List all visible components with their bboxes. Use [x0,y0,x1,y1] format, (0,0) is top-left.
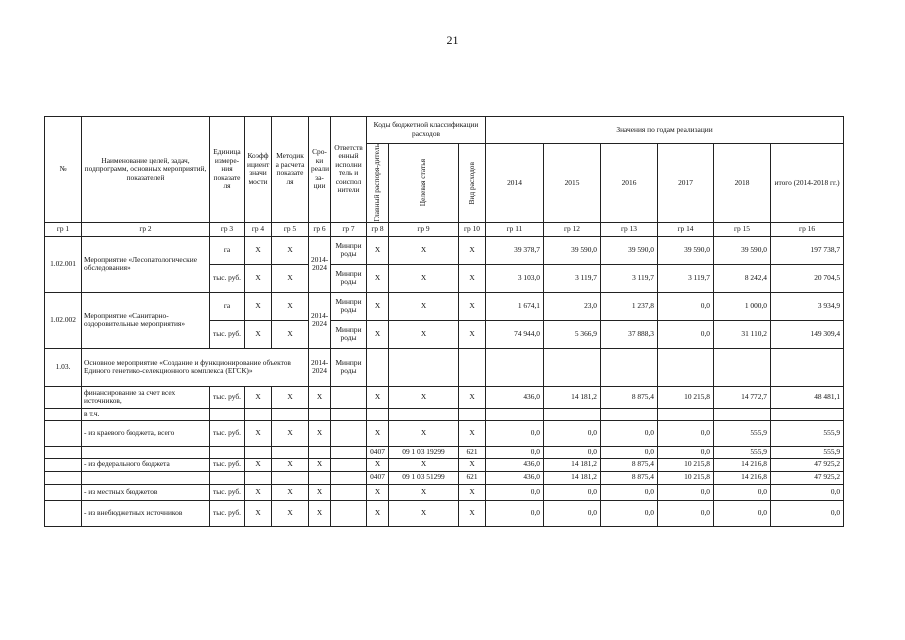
responsible-cell [331,500,367,526]
row-number [45,458,82,471]
value-2017: 3 119,7 [658,264,714,292]
term-cell [309,446,331,458]
method-cell: Х [272,292,309,320]
value-2014: 0,0 [486,446,544,458]
coef-cell [245,471,272,484]
value-2014: 436,0 [486,458,544,471]
value-2015: 23,0 [544,292,601,320]
unit-cell [210,471,245,484]
empty-cell [771,408,844,420]
term-cell: Х [309,500,331,526]
table-row [45,408,844,420]
responsible-cell [331,484,367,500]
coef-cell: Х [245,264,272,292]
row-title: финансирование за счет всех источников, [82,386,210,408]
value-2014: 0,0 [486,500,544,526]
table-row [45,471,844,484]
row-number [45,484,82,500]
coef-cell: Х [245,420,272,446]
value-total: 3 934,9 [771,292,844,320]
method-cell: Х [272,236,309,264]
value-2018: 0,0 [714,500,771,526]
budget-table [44,116,844,527]
unit-cell: тыс. руб. [210,264,245,292]
coef-cell [245,446,272,458]
value-2017: 10 215,8 [658,458,714,471]
unit-cell [210,446,245,458]
gr-6: гр 6 [309,222,331,236]
code-main-cell: Х [367,420,389,446]
empty-cell [714,408,771,420]
value-2018: 0,0 [714,484,771,500]
header-method: Методик а расчета показате ля [272,117,309,223]
value-2015: 14 181,2 [544,471,601,484]
header-terms: Сро-ки реали за-ции [309,117,331,223]
gr-11: гр 11 [486,222,544,236]
value-2015: 0,0 [544,420,601,446]
table-row [45,292,844,320]
empty-cell [601,408,658,420]
empty-cell [389,408,459,420]
row-number [45,471,82,484]
value-2015: 0,0 [544,446,601,458]
gr-5: гр 5 [272,222,309,236]
code-type-cell: 621 [459,446,486,458]
responsible-cell [331,386,367,408]
value-total: 197 738,7 [771,236,844,264]
value-2016: 37 888,3 [601,320,658,348]
row-title [82,471,210,484]
header-unit: Единица измере-ния показате ля [210,117,245,223]
unit-cell: тыс. руб. [210,484,245,500]
row-title [82,446,210,458]
table-row [45,386,844,408]
unit-cell: тыс. руб. [210,500,245,526]
value-2014: 436,0 [486,471,544,484]
gr-12: гр 12 [544,222,601,236]
value-2017: 10 215,8 [658,471,714,484]
value-2016: 8 875,4 [601,458,658,471]
code-target-cell: Х [389,500,459,526]
value-2018: 39 590,0 [714,236,771,264]
value-2015: 14 181,2 [544,386,601,408]
code-type-cell: Х [459,264,486,292]
empty-cell [210,408,245,420]
value-2016: 8 875,4 [601,471,658,484]
header-values: Значения по годам реализации [486,117,844,144]
empty-cell [309,408,331,420]
header-row-1 [45,117,844,144]
value-total: 555,9 [771,446,844,458]
value-2014: 0,0 [486,420,544,446]
value-2017: 0,0 [658,292,714,320]
term-cell: 2014-2024 [309,236,331,292]
coef-cell: Х [245,484,272,500]
method-cell: Х [272,484,309,500]
value-total: 48 481,1 [771,386,844,408]
value-2016: 0,0 [601,420,658,446]
header-coef: Коэфф ициент значи мости [245,117,272,223]
value-2015: 3 119,7 [544,264,601,292]
table-row [45,484,844,500]
row-title: - из краевого бюджета, всего [82,420,210,446]
unit-cell: тыс. руб. [210,420,245,446]
code-main-cell: Х [367,500,389,526]
row-number [45,446,82,458]
code-target-cell: 09 1 03 19299 [389,446,459,458]
row-title: Мероприятие «Лесопатологические обследования» [82,236,210,292]
row-number [45,408,82,420]
code-type-cell: Х [459,458,486,471]
value-2015: 14 181,2 [544,458,601,471]
value-2018: 14 216,8 [714,471,771,484]
term-cell: 2014-2024 [309,292,331,348]
empty-cell [272,408,309,420]
header-codes: Коды бюджетной классификации расходов [367,117,486,144]
value-2018: 555,9 [714,446,771,458]
responsible-cell [331,471,367,484]
gr-3: гр 3 [210,222,245,236]
gr-13: гр 13 [601,222,658,236]
row-title: в т.ч. [82,408,210,420]
code-main-cell: Х [367,386,389,408]
empty-cell [459,348,486,386]
empty-cell [771,348,844,386]
header-2014: 2014 [486,144,544,223]
term-cell: 2014-2024 [309,348,331,386]
empty-cell [245,408,272,420]
row-title: - из местных бюджетов [82,484,210,500]
coef-cell: Х [245,386,272,408]
value-2016: 0,0 [601,500,658,526]
value-2014: 1 674,1 [486,292,544,320]
table-row [45,348,844,386]
code-type-cell: 621 [459,471,486,484]
header-2018: 2018 [714,144,771,223]
method-cell: Х [272,264,309,292]
responsible-cell: Минпри роды [331,348,367,386]
gr-14: гр 14 [658,222,714,236]
gr-16: гр 16 [771,222,844,236]
value-total: 47 925,2 [771,458,844,471]
code-target-cell: Х [389,386,459,408]
row-number [45,386,82,408]
code-type-cell: Х [459,420,486,446]
value-2014: 3 103,0 [486,264,544,292]
value-2014: 74 944,0 [486,320,544,348]
value-2017: 0,0 [658,484,714,500]
code-type-cell: Х [459,292,486,320]
unit-cell: га [210,236,245,264]
unit-cell: тыс. руб. [210,320,245,348]
empty-cell [486,408,544,420]
unit-cell: га [210,292,245,320]
value-2018: 14 772,7 [714,386,771,408]
value-2017: 0,0 [658,320,714,348]
header-num: № [45,117,82,223]
term-cell: Х [309,458,331,471]
table-row [45,500,844,526]
code-type-cell: Х [459,484,486,500]
method-cell: Х [272,458,309,471]
code-main-cell: Х [367,236,389,264]
responsible-cell: Минпри роды [331,320,367,348]
empty-cell [658,408,714,420]
code-target-cell: Х [389,458,459,471]
code-target-cell: Х [389,484,459,500]
responsible-cell: Минпри роды [331,264,367,292]
row-number: 1.02.002 [45,292,82,348]
value-2015: 5 366,9 [544,320,601,348]
gr-7: гр 7 [331,222,367,236]
gr-4: гр 4 [245,222,272,236]
value-2017: 10 215,8 [658,386,714,408]
value-2015: 0,0 [544,484,601,500]
value-total: 47 925,2 [771,471,844,484]
coef-cell: Х [245,458,272,471]
value-2016: 0,0 [601,484,658,500]
code-type-cell: Х [459,236,486,264]
value-2016: 8 875,4 [601,386,658,408]
table-row [45,458,844,471]
code-type-cell: Х [459,386,486,408]
row-number [45,500,82,526]
header-responsible: Ответств енный исполни тель и соиспол нители [331,117,367,223]
coef-cell: Х [245,500,272,526]
gr-2: гр 2 [82,222,210,236]
empty-cell [459,408,486,420]
empty-cell [544,408,601,420]
value-2018: 8 242,4 [714,264,771,292]
value-2018: 14 216,8 [714,458,771,471]
value-2018: 555,9 [714,420,771,446]
value-2017: 0,0 [658,500,714,526]
coef-cell: Х [245,320,272,348]
code-main-cell: 0407 [367,471,389,484]
code-target-cell: Х [389,236,459,264]
header-name: Наименование целей, задач, подпрограмм, основных мероприятий, показателей [82,117,210,223]
value-2016: 0,0 [601,446,658,458]
value-total: 0,0 [771,500,844,526]
method-cell: Х [272,420,309,446]
row-title: - из федерального бюджета [82,458,210,471]
empty-cell [544,348,601,386]
empty-cell [486,348,544,386]
value-2017: 0,0 [658,446,714,458]
code-type-cell: Х [459,500,486,526]
code-target-cell: Х [389,264,459,292]
header-code-target: Целевая статья [389,144,459,223]
table-row [45,420,844,446]
value-2017: 0,0 [658,420,714,446]
value-total: 0,0 [771,484,844,500]
gr-8: гр 8 [367,222,389,236]
group-number-row [45,222,844,236]
code-main-cell: Х [367,292,389,320]
responsible-cell: Минпри роды [331,236,367,264]
code-target-cell: 09 1 03 51299 [389,471,459,484]
code-target-cell: Х [389,420,459,446]
gr-1: гр 1 [45,222,82,236]
responsible-cell [331,458,367,471]
method-cell [272,471,309,484]
method-cell: Х [272,500,309,526]
value-total: 149 309,4 [771,320,844,348]
page-number: 21 [446,33,459,47]
method-cell: Х [272,386,309,408]
table-row [45,446,844,458]
row-title: Основное мероприятие «Создание и функционирование объектов Единого генетико-селекционного комплекса (ЕГСК)» [82,348,309,386]
empty-cell [367,408,389,420]
header-total: итого (2014-2018 гг.) [771,144,844,223]
method-cell: Х [272,320,309,348]
term-cell: Х [309,484,331,500]
coef-cell: Х [245,292,272,320]
value-2015: 39 590,0 [544,236,601,264]
empty-cell [601,348,658,386]
method-cell [272,446,309,458]
code-main-cell: Х [367,484,389,500]
value-2014: 0,0 [486,484,544,500]
gr-15: гр 15 [714,222,771,236]
value-total: 20 704,5 [771,264,844,292]
empty-cell [714,348,771,386]
value-total: 555,9 [771,420,844,446]
empty-cell [331,408,367,420]
code-type-cell: Х [459,320,486,348]
code-target-cell: Х [389,320,459,348]
value-2018: 31 110,2 [714,320,771,348]
header-2017: 2017 [658,144,714,223]
header-2015: 2015 [544,144,601,223]
value-2014: 39 378,7 [486,236,544,264]
value-2016: 1 237,8 [601,292,658,320]
header-code-main: Главный распоря-дитель [367,144,389,223]
header-2016: 2016 [601,144,658,223]
term-cell: Х [309,386,331,408]
empty-cell [367,348,389,386]
code-main-cell: Х [367,320,389,348]
unit-cell: тыс. руб. [210,458,245,471]
row-number [45,420,82,446]
row-number: 1.03. [45,348,82,386]
term-cell [309,471,331,484]
code-main-cell: 0407 [367,446,389,458]
header-code-type: Вид расходов [459,144,486,223]
code-target-cell: Х [389,292,459,320]
row-title: - из внебюджетных источников [82,500,210,526]
empty-cell [389,348,459,386]
value-2014: 436,0 [486,386,544,408]
row-title: Мероприятие «Санитарно-оздоровительные мероприятия» [82,292,210,348]
code-main-cell: Х [367,264,389,292]
unit-cell: тыс. руб. [210,386,245,408]
responsible-cell [331,420,367,446]
row-number: 1.02.001 [45,236,82,292]
gr-9: гр 9 [389,222,459,236]
gr-10: гр 10 [459,222,486,236]
term-cell: Х [309,420,331,446]
table-row [45,236,844,264]
responsible-cell: Минпри роды [331,292,367,320]
value-2017: 39 590,0 [658,236,714,264]
coef-cell: Х [245,236,272,264]
code-main-cell: Х [367,458,389,471]
value-2015: 0,0 [544,500,601,526]
empty-cell [658,348,714,386]
responsible-cell [331,446,367,458]
value-2016: 39 590,0 [601,236,658,264]
value-2018: 1 000,0 [714,292,771,320]
value-2016: 3 119,7 [601,264,658,292]
